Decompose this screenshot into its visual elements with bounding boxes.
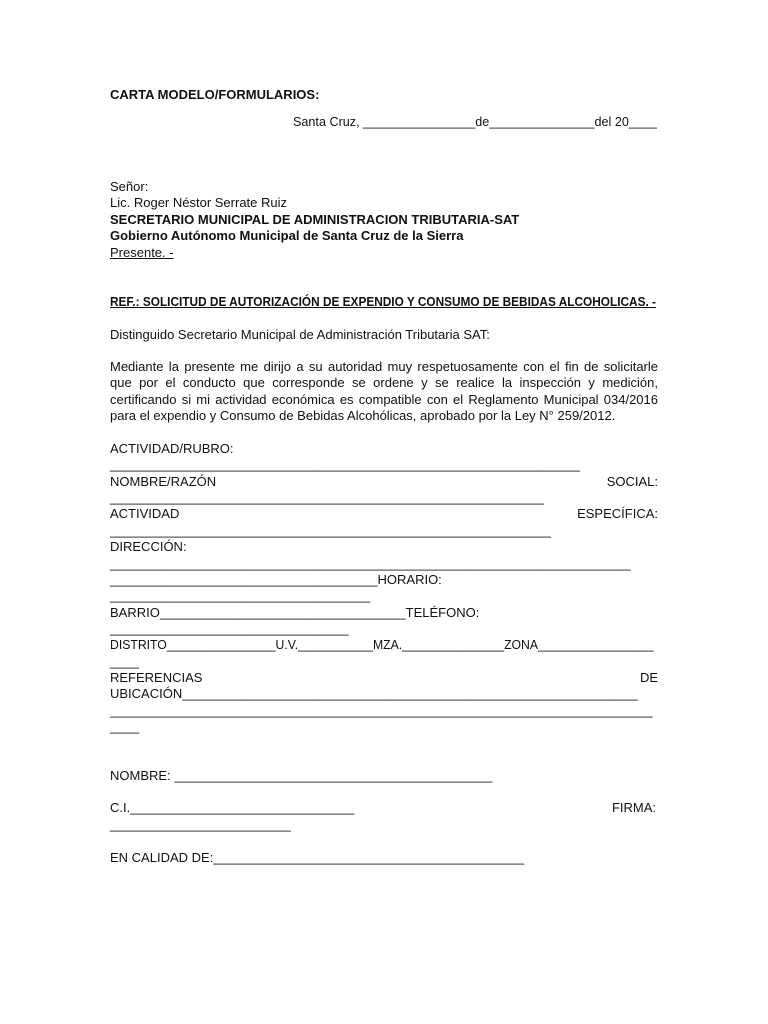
actividad-rubro-label: ACTIVIDAD/RUBRO: xyxy=(110,441,234,456)
barrio-telefono-line[interactable]: BARRIO__________________________________TELÉFONO: xyxy=(110,605,480,620)
presente-label: Presente. - xyxy=(110,245,174,260)
recipient-position: SECRETARIO MUNICIPAL DE ADMINISTRACION TRIBUTARIA-SAT xyxy=(110,212,520,227)
horario-line[interactable]: _____________________________________HORARIO: xyxy=(110,572,442,587)
de-label: DE xyxy=(639,670,658,685)
telefono-field[interactable]: _________________________________ xyxy=(110,621,349,636)
especifica-label: ESPECÍFICA: xyxy=(577,506,658,521)
actividad-rubro-field[interactable]: _________________________________________________________________ xyxy=(110,457,580,472)
nombre-razon-label: NOMBRE/RAZÓN xyxy=(110,474,217,489)
salutation: Señor: xyxy=(110,179,149,194)
body-line-4: para el expendio y Consumo de Bebidas Alcohólicas, aprobado por la Ley N° 259/2012. xyxy=(110,408,616,423)
horario-field[interactable]: ____________________________________ xyxy=(110,588,371,603)
recipient-name: Lic. Roger Néstor Serrate Ruiz xyxy=(110,195,288,210)
referencias-label: REFERENCIAS xyxy=(110,670,203,685)
distrito-wrap: ____ xyxy=(110,654,139,669)
actividad-label: ACTIVIDAD xyxy=(110,506,180,521)
date-line: Santa Cruz, ________________de_______________del 20____ xyxy=(293,114,657,129)
ubicacion-field[interactable]: _______________________________________________________________________________ xyxy=(110,703,653,718)
firma-label: FIRMA: xyxy=(611,800,656,815)
nombre-signature-line[interactable]: NOMBRE: ____________________________________________ xyxy=(110,768,493,783)
ubicacion-line[interactable]: UBICACIÓN_______________________________________________________________ xyxy=(110,686,638,701)
body-line-2: que por el conducto que corresponde se ordene y se realice la inspección y medición, xyxy=(110,375,658,390)
actividad-especifica-field[interactable]: _____________________________________________________________ xyxy=(110,523,552,538)
direccion-label: DIRECCIÓN: xyxy=(110,539,187,554)
reference-line: REF.: SOLICITUD DE AUTORIZACIÓN DE EXPENDIO Y CONSUMO DE BEBIDAS ALCOHOLICAS. - xyxy=(110,294,656,309)
direccion-field[interactable]: ________________________________________________________________________ xyxy=(110,556,631,571)
body-line-3: certificando si mi actividad económica es compatible con el Reglamento Municipal 034/2016 xyxy=(110,392,658,407)
recipient-institution: Gobierno Autónomo Municipal de Santa Cruz de la Sierra xyxy=(110,228,464,243)
page-title: CARTA MODELO/FORMULARIOS: xyxy=(110,87,320,102)
greeting: Distinguido Secretario Municipal de Administración Tributaria SAT: xyxy=(110,327,490,342)
nombre-razon-field[interactable]: ____________________________________________________________ xyxy=(110,490,544,505)
distrito-line[interactable]: DISTRITO________________U.V.___________MZA._______________ZONA_________________ xyxy=(110,637,654,652)
en-calidad-de-line[interactable]: EN CALIDAD DE:___________________________________________ xyxy=(110,850,525,865)
firma-field[interactable]: _________________________ xyxy=(110,817,291,832)
ubicacion-wrap: ____ xyxy=(110,719,139,734)
social-label: SOCIAL: xyxy=(606,474,658,489)
ci-line[interactable]: C.I._______________________________ xyxy=(110,800,355,815)
body-line-1: Mediante la presente me dirijo a su autoridad muy respetuosamente con el fin de solicitarle xyxy=(110,359,658,374)
